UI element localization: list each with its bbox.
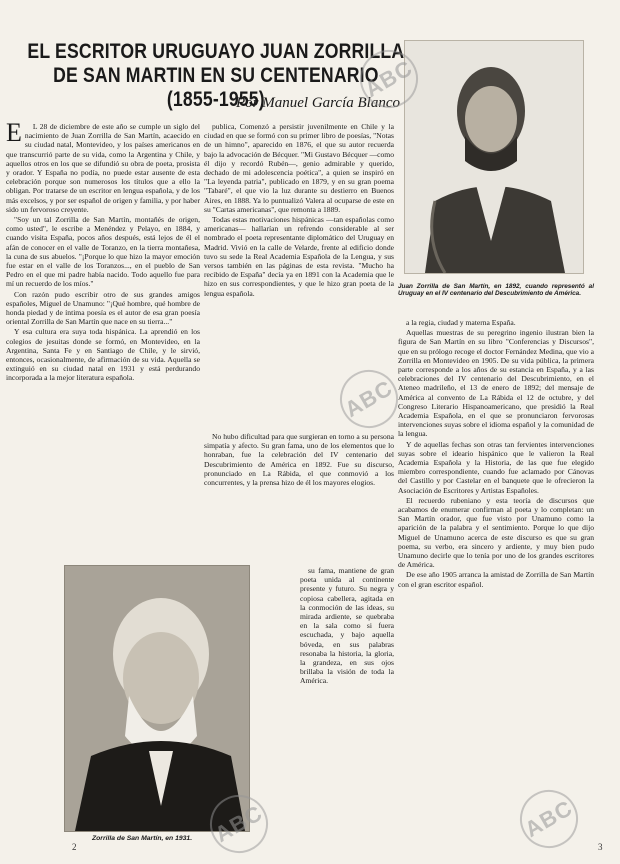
paragraph: a la regia, ciudad y materna España. — [406, 318, 516, 327]
paragraph: Y esa cultura era suya toda hispánica. La aprendió en los colegios de jesuitas donde se formó, en Montevideo, en la Argentina, Santa Fe y en Santiago de Chile, y le sirvió, entonces, ocasionalmente, de afirmación de su vida. Aquella se extinguió en su ciudad natal en 1931 y está perdurando incorporada a la mejor literatura española. — [6, 327, 200, 383]
paragraph: De ese año 1905 arranca la amistad de Zorrilla de San Martín con el gran escritor español. — [398, 570, 594, 589]
paragraph: No hubo dificultad para que surgieran en torno a su persona simpatía y afecto. Su gran fama, uno de los elementos que lo honraban, fue la celebración del IV centenario del Descubrimiento de América en 1892. Fue su discurso, pronunciado en La Rábida, el que conmovió a los concurrentes, y la prensa hizo de él los mayores elogios. — [204, 432, 394, 488]
abc-watermark-stamp: ABC — [199, 784, 278, 863]
drop-cap: E — [6, 122, 22, 147]
paragraph: su fama, mantiene de gran poeta unida al continente presente y futuro. Su negra y copiosa cabellera, agitada en la conmoción de las ideas, su mirada ardiente, se quebraba en la sala como si fuera escuchada, y bajo aquella bóveda, en sus palabras resonaba la historia, la gloria, la grandeza, en sus ojos brillaba la visión de toda la América. — [300, 566, 394, 686]
portrait-1931 — [64, 565, 250, 832]
caption-1892: Juan Zorrilla de San Martín, en 1892, cuando representó al Uruguay en el IV centenario del Descubrimiento de América. — [398, 283, 594, 298]
abc-watermark-stamp: ABC — [509, 779, 588, 858]
headline: EL ESCRITOR URUGUAYO JUAN ZORRILLA DE SAN MARTIN EN SU CENTENARIO (1855-1955) — [27, 40, 405, 111]
portrait-1931-photo — [65, 566, 249, 831]
column-4 — [398, 318, 594, 842]
abc-watermark-stamp: ABC — [329, 359, 408, 438]
page-mark: 2 — [72, 842, 77, 852]
paragraph: Aquellas muestras de su peregrino ingenio ilustran bien la figura de San Martín en su libro "Conferencias y Discursos", que en su prólogo recoge el doctor Fernández Medina, que vio a Zorrilla en Montevideo en 1905. De su vida pública, la primera parte corresponde a los años de su estancia en España, y a las celebraciones del IV centenario del Descubrimiento, en el Ateneo madrileño, el 13 de enero de 1892; del mensaje de América al convento de La Rábida el 12 de octubre, y del Congreso Literario Hispanoamericano, que presidió la Real Academia Española, en el que se pronunciaron fervorosas intervenciones suyas sobre el idioma español y la comunidad de la lengua. — [398, 328, 594, 439]
paragraph: "Soy un tal Zorrilla de San Martín, montañés de origen, como usted", le escribe a Menéndez y Pelayo, en 1884, y cuando visita España, pocos años después, está lejos de él el afán de conocer en el valle de Toranzo, en la tierra montañesa, la cuna de sus abuelos. "¡Porque lo que hizo la mayor emoción fue estar en el valle de los Toranzos..., en el pueblo de San Pedro en el que mi padre había nacido. Todo aquello fue para mí un recuerdo de los míos." — [6, 215, 200, 289]
portrait-1892-illustration — [405, 41, 583, 273]
paragraph: L 28 de diciembre de este año se cumple un siglo del nacimiento de Juan Zorrilla de San Martín, acaecido en su ciudad natal, Montevideo, y los países americanos en que transcurrió parte de su vida, como la Argentina y Chile, y aquellos otros en los que se difundió su obra de poeta, prosista y orador. Y España no podía, no puede estar ausente de esta celebración porque son numerosos los títulos que a ello la obligan. Por tratarse de un escritor en lengua española, y de los más excelsos, y por ser español de origen y familia, y por haber sido un fervoroso creyente. — [6, 122, 200, 214]
paragraph: Y de aquellas fechas son otras tan fervientes intervenciones suyas sobre el ideario hispánico que le valieron la Real Academia Española y la Historia, de las que fue elegido miembro correspondiente, cuando fue aclamado por Cánovas del Castillo y por Castelar en el banquete que le ofrecieron la Asociación de Escritores y Artistas Españoles. — [398, 439, 594, 495]
portrait-1892 — [404, 40, 584, 274]
caption-1931: Zorrilla de San Martín, en 1931. — [92, 835, 193, 842]
page-mark: 3 — [598, 842, 603, 852]
column-2-continued — [204, 432, 394, 564]
abc-watermark-stamp: ABC — [349, 39, 428, 118]
paragraph: Con razón pudo escribir otro de sus grandes amigos españoles, Miguel de Unamuno: "¡Qué hombre, qué hombre de honda piedad y de íntima poesía es el autor de esa gran poesía oriental Zorrilla de San Martín que nace en su tierra..." — [6, 289, 200, 327]
column-3 — [300, 566, 394, 841]
byline: Por Manuel García Blanco — [236, 95, 400, 111]
column-1 — [6, 122, 200, 557]
paragraph: Todas estas motivaciones hispánicas —tan españolas como americanas— hallarían un refrendo considerable al ser nombrado el poeta representante diplomático del Uruguay en Madrid. Vivió en la calle de Velarde, frente al edificio donde tuvo su sede la Real Academia Española de la Lengua, y sus versos también en las páginas de esta revista. "Mucho ha recibido de España" decía ya en 1891 con la Academia que le hizo en sus correspondientes, y que le hizo gran poeta de la lengua española. — [204, 215, 394, 298]
paragraph: El recuerdo rubeniano y esta teoría de discursos que acabamos de enumerar confirman al poeta y lo completan: un San Martín orador, que fue visto por Unamuno como la aparición de la palabra y el sentimiento. Porque lo que dijo Miguel de Unamuno acerca de este discurso es que su gran poema, su verbo, era sincero y ardiente, y muy bien pudo Unamuno decirle que lo tenía por uno de los grandes escritores de América. — [398, 495, 594, 570]
paragraph: publica, Comenzó a persistir juvenilmente en Chile y la ciudad en que se formó con su primer libro de poesías, "Notas de un himno", aparecido en 1876, el que su autor recuerda bajo la advocación de Bécquer. "Mi Gustavo Bécquer —como él dijo y recordó Rubén—, genio admirable y querido, dechado de mi adolescencia poética", a quien se inspiró en "La leyenda patria", publicado en 1879, y en su gran poema "Tabaré", el que vio la luz durante su destierro en Buenos Aires, en 1888. Ya lo puntualizó Valera al ocuparse de este en su "Cartas americanas", que remonta a 1889. — [204, 122, 394, 214]
